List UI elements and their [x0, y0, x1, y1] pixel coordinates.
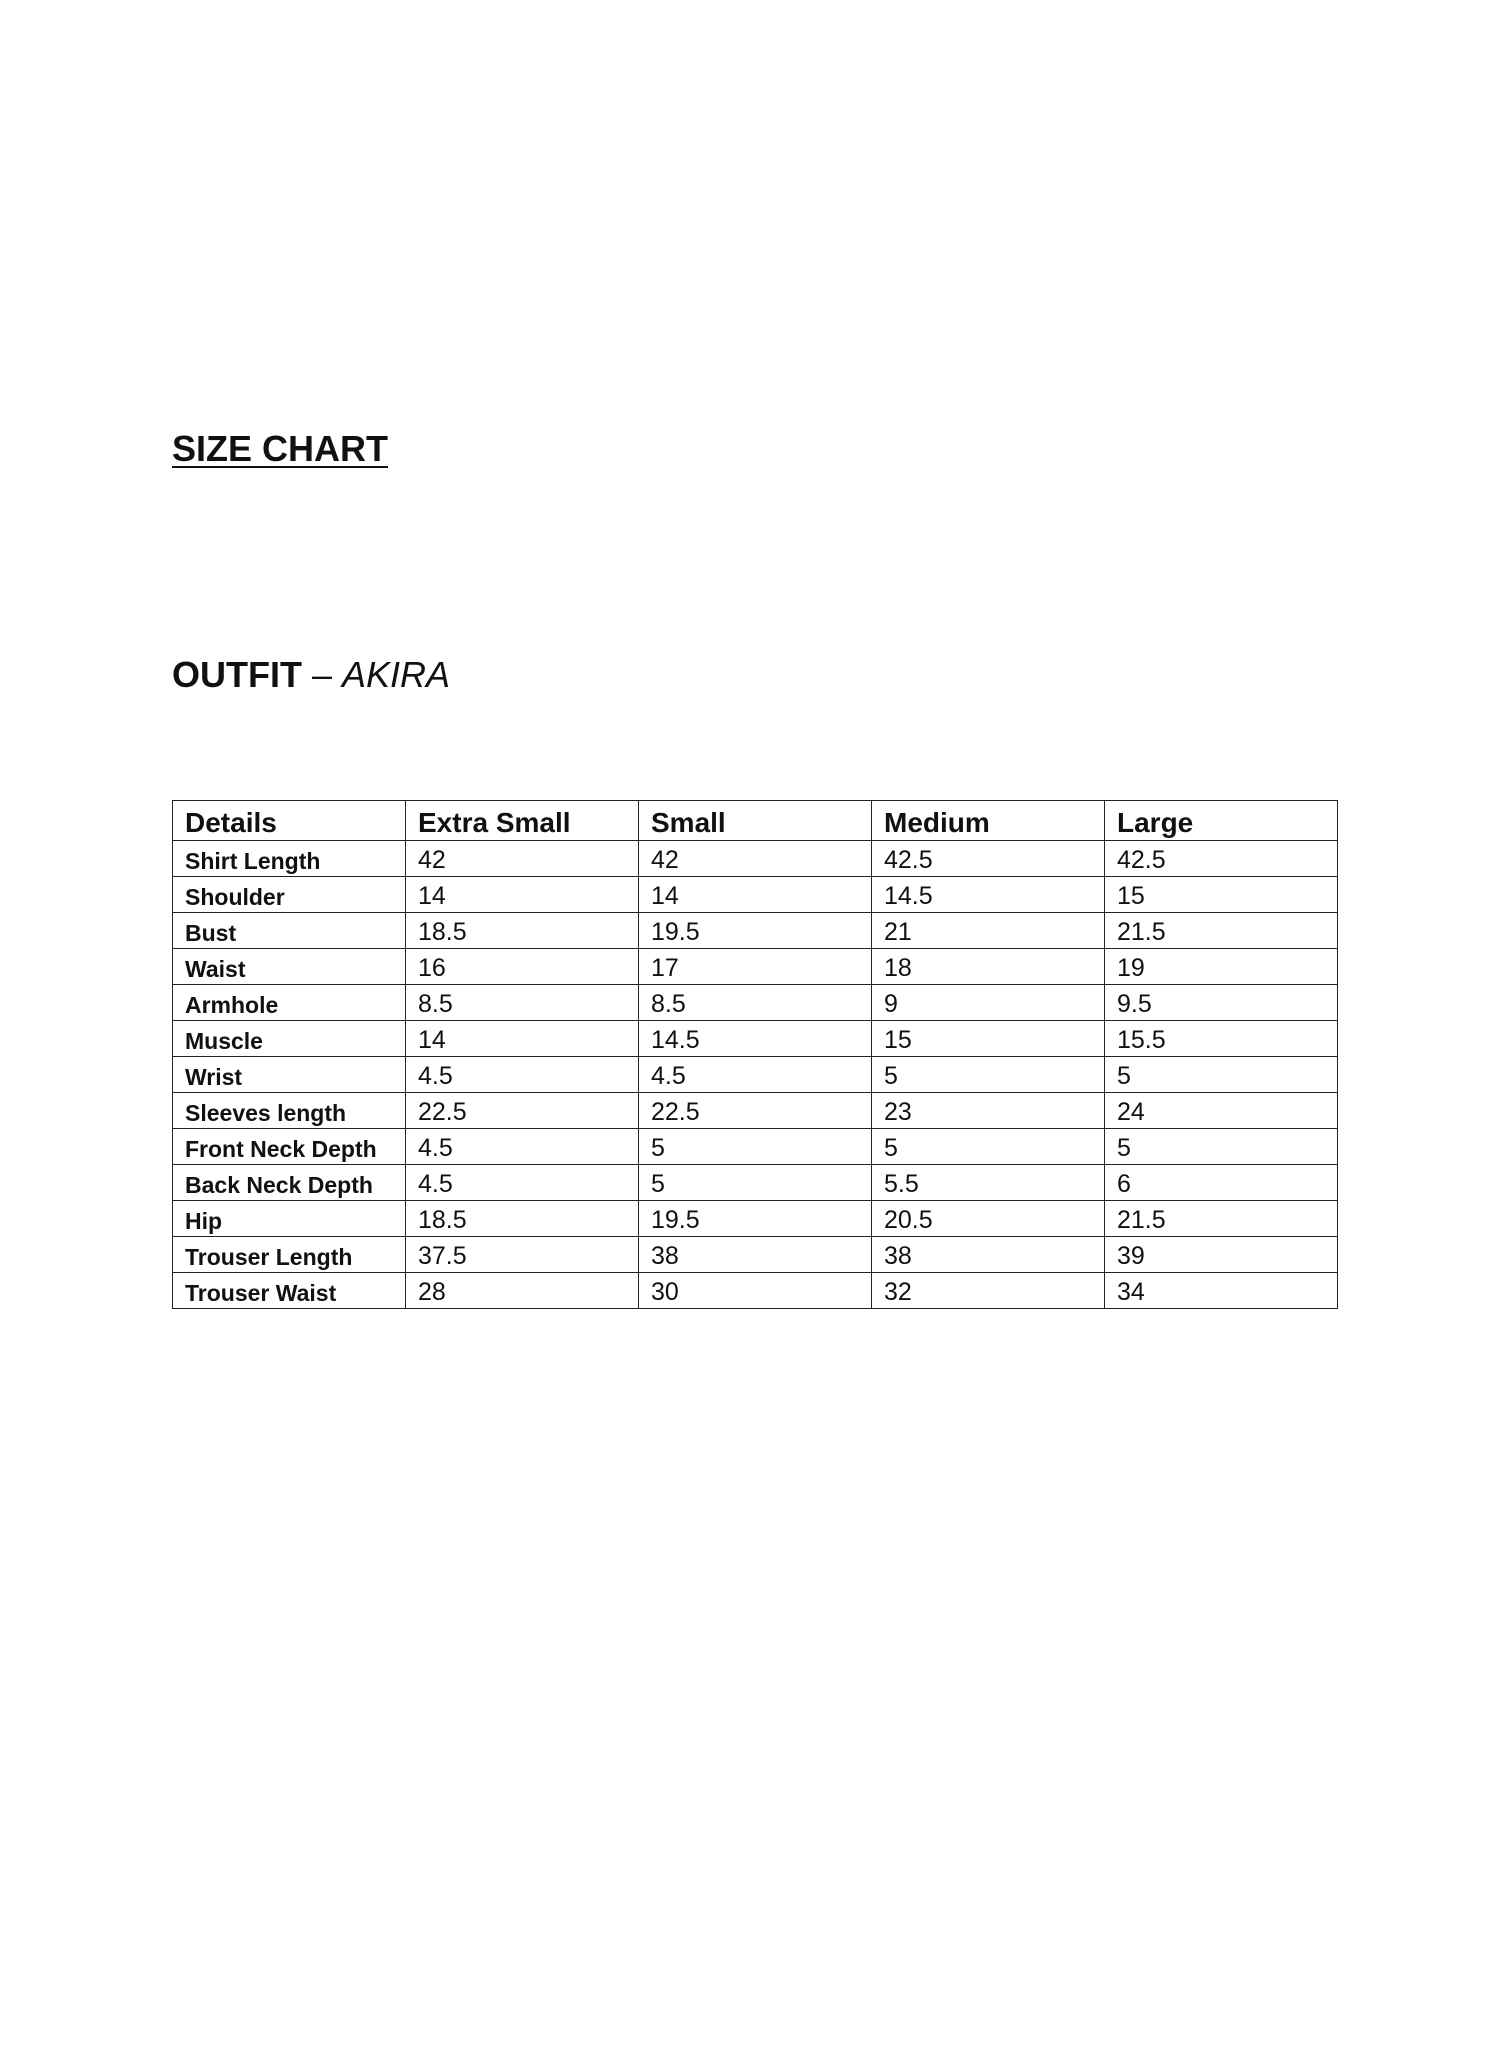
header-details: Details — [173, 801, 406, 841]
measurement-label: Back Neck Depth — [173, 1165, 406, 1201]
table-row — [173, 1165, 1338, 1201]
value-extra-small: 16 — [406, 949, 639, 985]
measurement-label: Hip — [173, 1201, 406, 1237]
value-large: 19 — [1105, 949, 1338, 985]
value-extra-small: 37.5 — [406, 1237, 639, 1273]
value-small: 19.5 — [639, 1201, 872, 1237]
table-row — [173, 1201, 1338, 1237]
value-large: 15 — [1105, 877, 1338, 913]
value-large: 6 — [1105, 1165, 1338, 1201]
outfit-label: OUTFIT — [172, 654, 302, 695]
value-medium: 18 — [872, 949, 1105, 985]
value-extra-small: 14 — [406, 1021, 639, 1057]
value-large: 24 — [1105, 1093, 1338, 1129]
table-row — [173, 1093, 1338, 1129]
measurement-label: Bust — [173, 913, 406, 949]
value-small: 8.5 — [639, 985, 872, 1021]
measurement-label: Armhole — [173, 985, 406, 1021]
header-extra-small: Extra Small — [406, 801, 639, 841]
table-row — [173, 1057, 1338, 1093]
value-medium: 20.5 — [872, 1201, 1105, 1237]
value-large: 42.5 — [1105, 841, 1338, 877]
value-extra-small: 18.5 — [406, 1201, 639, 1237]
value-small: 30 — [639, 1273, 872, 1309]
value-extra-small: 4.5 — [406, 1057, 639, 1093]
value-large: 21.5 — [1105, 913, 1338, 949]
table-row — [173, 1021, 1338, 1057]
value-small: 17 — [639, 949, 872, 985]
table-row — [173, 877, 1338, 913]
value-extra-small: 8.5 — [406, 985, 639, 1021]
value-medium: 5.5 — [872, 1165, 1105, 1201]
measurement-label: Shoulder — [173, 877, 406, 913]
table-row — [173, 985, 1338, 1021]
value-small: 19.5 — [639, 913, 872, 949]
table-row — [173, 949, 1338, 985]
value-large: 5 — [1105, 1129, 1338, 1165]
measurement-label: Wrist — [173, 1057, 406, 1093]
value-medium: 21 — [872, 913, 1105, 949]
measurement-label: Front Neck Depth — [173, 1129, 406, 1165]
value-medium: 42.5 — [872, 841, 1105, 877]
value-extra-small: 4.5 — [406, 1165, 639, 1201]
value-large: 9.5 — [1105, 985, 1338, 1021]
header-medium: Medium — [872, 801, 1105, 841]
value-extra-small: 18.5 — [406, 913, 639, 949]
table-header — [173, 801, 1338, 841]
value-extra-small: 28 — [406, 1273, 639, 1309]
outfit-name: AKIRA — [342, 654, 451, 695]
value-large: 34 — [1105, 1273, 1338, 1309]
value-medium: 14.5 — [872, 877, 1105, 913]
table-row — [173, 1129, 1338, 1165]
value-medium: 32 — [872, 1273, 1105, 1309]
outfit-separator: – — [301, 654, 343, 695]
value-medium: 15 — [872, 1021, 1105, 1057]
value-large: 5 — [1105, 1057, 1338, 1093]
size-chart-table — [172, 800, 1338, 1309]
header-small: Small — [639, 801, 872, 841]
table-row — [173, 1273, 1338, 1309]
page-title: SIZE CHART — [172, 428, 388, 469]
value-small: 4.5 — [639, 1057, 872, 1093]
value-large: 21.5 — [1105, 1201, 1338, 1237]
table-header-row — [173, 801, 1338, 841]
table-row — [173, 841, 1338, 877]
value-medium: 9 — [872, 985, 1105, 1021]
value-large: 15.5 — [1105, 1021, 1338, 1057]
header-large: Large — [1105, 801, 1338, 841]
measurement-label: Muscle — [173, 1021, 406, 1057]
measurement-label: Trouser Length — [173, 1237, 406, 1273]
value-extra-small: 14 — [406, 877, 639, 913]
value-medium: 5 — [872, 1129, 1105, 1165]
value-extra-small: 42 — [406, 841, 639, 877]
value-extra-small: 22.5 — [406, 1093, 639, 1129]
value-small: 42 — [639, 841, 872, 877]
table-body — [173, 841, 1338, 1309]
value-small: 22.5 — [639, 1093, 872, 1129]
value-small: 14.5 — [639, 1021, 872, 1057]
value-small: 5 — [639, 1165, 872, 1201]
value-small: 5 — [639, 1129, 872, 1165]
table-row — [173, 913, 1338, 949]
value-medium: 23 — [872, 1093, 1105, 1129]
measurement-label: Trouser Waist — [173, 1273, 406, 1309]
outfit-heading — [172, 654, 450, 696]
value-medium: 38 — [872, 1237, 1105, 1273]
table-row — [173, 1237, 1338, 1273]
value-medium: 5 — [872, 1057, 1105, 1093]
measurement-label: Sleeves length — [173, 1093, 406, 1129]
value-extra-small: 4.5 — [406, 1129, 639, 1165]
value-large: 39 — [1105, 1237, 1338, 1273]
measurement-label: Waist — [173, 949, 406, 985]
measurement-label: Shirt Length — [173, 841, 406, 877]
value-small: 14 — [639, 877, 872, 913]
value-small: 38 — [639, 1237, 872, 1273]
